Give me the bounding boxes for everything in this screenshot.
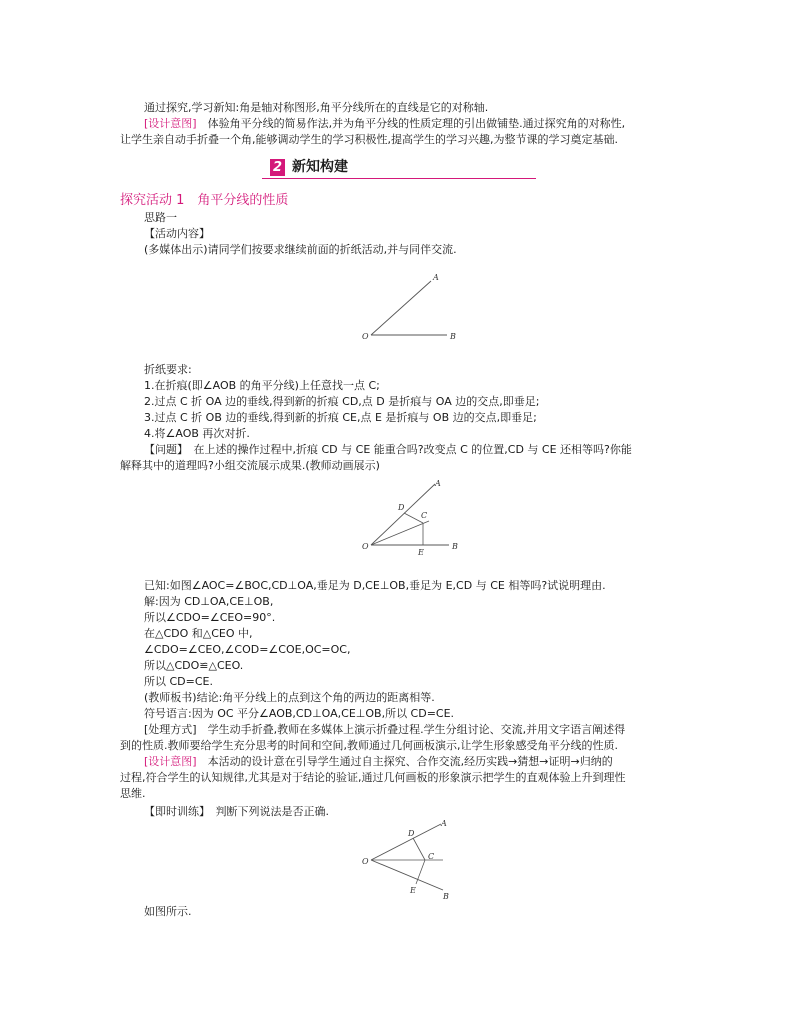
figure-caption: 如图所示.: [144, 905, 192, 918]
fig3-label-d: D: [408, 829, 415, 838]
design-intent-1: [120, 117, 680, 131]
fig2-label-o: O: [362, 542, 369, 551]
fig1-label-b: B: [450, 332, 456, 341]
method-line-1: [处理方式] 学生动手折叠,教师在多媒体上演示折叠过程.学生分组讨论、交流,并用文字语言阐述得: [144, 723, 626, 736]
design-intent-2-cont: 过程,符合学生的认知规律,尤其是对于结论的验证,通过几何画板的形象演示把学生的直观体验上升到理性: [120, 771, 626, 784]
angle-figure-3: [355, 814, 475, 904]
angle-figure-1: [355, 268, 475, 348]
section-number: 2: [270, 159, 285, 176]
proof-line-3: 在△CDO 和△CEO 中,: [144, 627, 253, 640]
conclusion: (教师板书)结论:角平分线上的点到这个角的两边的距离相等.: [144, 691, 435, 704]
question-line-1: 【问题】 在上述的操作过程中,折痕 CD 与 CE 能重合吗?改变点 C 的位置,CD 与 CE 还相等吗?你能: [144, 443, 632, 456]
fig2-label-a: A: [435, 479, 441, 488]
proof-line-4: ∠CDO=∠CEO,∠COD=∠COE,OC=OC,: [144, 643, 351, 656]
section-title: 新知构建: [292, 159, 348, 175]
fig2-label-c: C: [421, 511, 428, 520]
method-line-2: 到的性质.教师要给学生充分思考的时间和空间,教师通过几何画板演示,让学生形象感受角平分线的性质.: [120, 739, 618, 752]
symbolic-language: 符号语言:因为 OC 平分∠AOB,CD⊥OA,CE⊥OB,所以 CD=CE.: [144, 707, 455, 720]
practice-label: 【即时训练】: [144, 805, 205, 818]
fig3-label-e: E: [410, 886, 416, 895]
angle-figure-2: [355, 475, 475, 560]
proof-line-6: 所以 CD=CE.: [144, 675, 213, 688]
activity-title: 探究活动 1 角平分线的性质: [120, 193, 289, 208]
proof-line-2: 所以∠CDO=∠CEO=90°.: [144, 611, 276, 624]
fig3-label-o: O: [362, 857, 369, 866]
content-label: 【活动内容】: [144, 227, 210, 240]
design-intent-2: [120, 755, 680, 769]
fig2-label-b: B: [452, 542, 458, 551]
question-line-2: 解释其中的道理吗?小组交流展示成果.(教师动画展示): [120, 459, 380, 472]
fig1-label-o: O: [362, 332, 369, 341]
design-intent-text: 体验角平分线的简易作法,并为角平分线的性质定理的引出做铺垫.通过探究角的对称性,: [196, 117, 626, 130]
design-intent-1-cont: 让学生亲自动手折叠一个角,能够调动学生的学习积极性,提高学生的学习兴趣,为整节课的学习奠定基础.: [120, 133, 618, 146]
steps-title: 折纸要求:: [144, 363, 192, 376]
section-header: [262, 158, 536, 179]
design-intent-text-2: 本活动的设计意在引导学生通过自主探究、合作交流,经历实践→猜想→证明→归纳的: [196, 755, 613, 768]
step-3: 3.过点 C 折 OB 边的垂线,得到新的折痕 CE,点 E 是折痕与 OB 边的交点,即垂足;: [144, 411, 537, 424]
proof-line-5: 所以△CDO≌△CEO.: [144, 659, 244, 672]
step-4: 4.将∠AOB 再次对折.: [144, 427, 250, 440]
fig1-label-a: A: [433, 273, 439, 282]
fig3-label-b: B: [443, 892, 449, 901]
proof-line-1: 解:因为 CD⊥OA,CE⊥OB,: [144, 595, 274, 608]
design-intent-tag-2: [设计意图]: [144, 755, 197, 768]
step-2: 2.过点 C 折 OA 边的垂线,得到新的折痕 CD,点 D 是折痕与 OA 边的交点,即垂足;: [144, 395, 540, 408]
step-1: 1.在折痕(即∠AOB 的角平分线)上任意找一点 C;: [144, 379, 380, 392]
fig3-label-c: C: [428, 852, 435, 861]
fig2-label-d: D: [398, 503, 405, 512]
design-intent-tag: [设计意图]: [144, 117, 197, 130]
intro-line: 通过探究,学习新知:角是轴对称图形,角平分线所在的直线是它的对称轴.: [144, 101, 489, 114]
idea-label: 思路一: [144, 211, 177, 224]
practice-text: 判断下列说法是否正确.: [204, 805, 329, 818]
proof-given: 已知:如图∠AOC=∠BOC,CD⊥OA,垂足为 D,CE⊥OB,垂足为 E,CD 与 CE 相等吗?试说明理由.: [144, 579, 606, 592]
content-text: (多媒体出示)请同学们按要求继续前面的折纸活动,并与同伴交流.: [144, 243, 457, 256]
fig2-label-e: E: [418, 548, 424, 557]
fig3-label-a: A: [441, 819, 447, 828]
design-intent-2-end: 思维.: [120, 787, 146, 800]
